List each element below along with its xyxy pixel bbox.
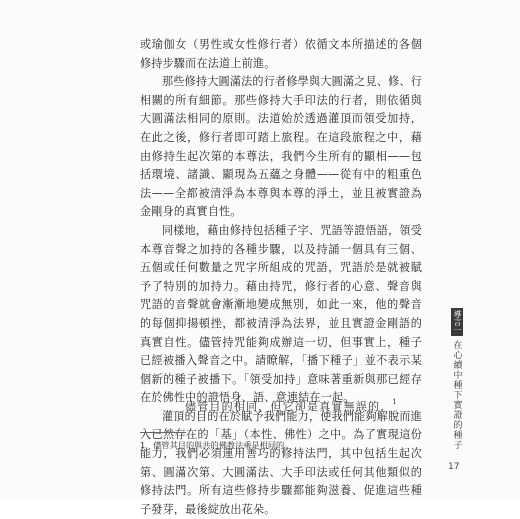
quote-text: 儘管目的相同，但它卻是真實無誤的， [185,400,393,413]
footnote-number: 1 [140,440,146,450]
footnote-divider [140,432,186,433]
chapter-title: 在心續中種下實證的種子 [451,340,462,450]
paragraph-4: 灌頂的目的在於賦予我們能力，使我們能夠解脫而進入已然存在的「基」（本性、佛性）之中。為了實現這份能力，我們必須運用善巧的修持法門，其中包括生起次第、圓滿次第、大圓滿法、大手印法或任何其他類似的修持法門。所有這些修持步驟都能夠滋養、促進這些種子發芽，最後綻放出花朵。 [140,409,422,516]
footnote-text: 儘管其目的與共的佛教法乘是相同的。 [153,440,293,450]
paragraph-3: 同樣地，藉由修持包括種子字、咒語等證悟語，領受本尊音聲之加持的各種步驟，以及持誦一個具有三個、五個或任何數量之咒字所組成的咒語，咒語於是就被賦予了特別的加持力。藉由持咒，修行者的心意、聲音與咒語的音聲就會漸漸地變成無別，如此一來，他的聲音的每個抑揚頓挫，都被清淨為法界，並且實證金剛語的真實自性。儘管持咒能夠成辦這一切，但事實上，種子已經被播入聲音之中。請瞭解，「播下種子」並不表示某個新的種子被播下。「領受加持」意味著重新與那已經存在於佛性中的證悟身、語、意連結在一起。 [140,223,422,405]
footnote-marker[interactable]: 1 [392,398,399,406]
page-number: 17 [448,462,460,472]
footnote [140,440,292,451]
chapter-label: 導言一 [453,310,462,334]
paragraph-2: 那些修持大圓滿法的行者修學與大圓滿之見、修、行相關的所有細節。那些修持大手印法的行者，則依循與大圓滿法相同的原則。法道始於透過灌頂而領受加持，在此之後，修行者即可踏上旅程。在這段旅程之中，藉由修持生起次第的本尊法，我們今生所有的顯相——包括環境、諸識、顯現為五蘊之身體——從有中的粗重色法——全都被清淨為本尊與本尊的淨土，並且被實證為金剛身的真實自性。 [140,75,422,219]
paragraph-1: 或瑜伽女（男性或女性修行者）依循文本所描述的各個修持步驟而在法道上前進。 [140,38,422,70]
chapter-side-tab [450,308,464,450]
quote-line [185,398,398,414]
